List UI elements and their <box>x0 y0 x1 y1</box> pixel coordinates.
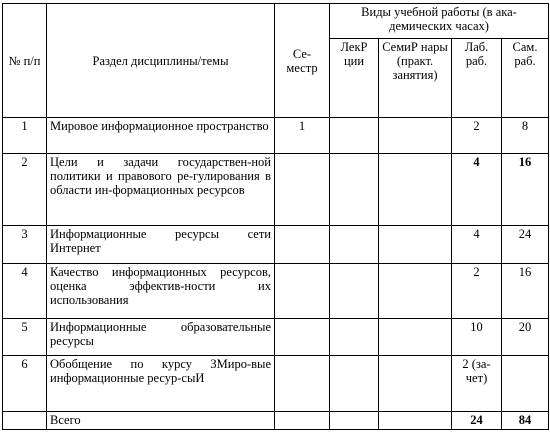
row-lecture <box>330 264 379 319</box>
row-seminar <box>379 154 452 226</box>
curriculum-table <box>2 3 549 430</box>
row-lab: 4 <box>452 154 502 226</box>
row-semester: 1 <box>275 118 330 154</box>
header-lab-text: Лаб. раб. <box>464 40 489 68</box>
row-seminar <box>379 356 452 412</box>
row-title-text: Информационные образовательные ресурсы <box>50 320 271 348</box>
header-section-text: Раздел дисциплины/темы <box>92 53 229 68</box>
header-lab <box>452 39 502 118</box>
total-lecture-empty <box>330 412 379 430</box>
row-lecture <box>330 356 379 412</box>
row-num: 1 <box>3 118 47 154</box>
row-num: 6 <box>3 356 47 412</box>
row-selfwork: 16 <box>502 264 549 319</box>
row-seminar <box>379 118 452 154</box>
row-title-text: Качество информационных ресурсов, оценка эффектив-ности их использования <box>50 265 271 307</box>
row-lecture <box>330 118 379 154</box>
row-selfwork: 16 <box>502 154 549 226</box>
row-lab: 4 <box>452 226 502 264</box>
row-title <box>47 356 275 412</box>
total-semester-empty <box>275 412 330 430</box>
header-row-top <box>3 4 549 39</box>
row-num: 4 <box>3 264 47 319</box>
row-lab: 10 <box>452 319 502 356</box>
total-selfwork: 84 <box>502 412 549 430</box>
header-semester <box>275 4 330 118</box>
total-row <box>3 412 549 430</box>
table-row <box>3 226 549 264</box>
table-row <box>3 264 549 319</box>
row-num: 5 <box>3 319 47 356</box>
header-work-types-text: Виды учебной работы (в ака-демических часах) <box>361 5 517 33</box>
header-lecture-text: ЛекР ции <box>340 40 368 68</box>
row-num: 3 <box>3 226 47 264</box>
row-lecture <box>330 154 379 226</box>
table-row <box>3 319 549 356</box>
row-lecture <box>330 319 379 356</box>
row-num: 2 <box>3 154 47 226</box>
row-title-text: Мировое информационное пространство <box>50 119 269 133</box>
row-seminar <box>379 226 452 264</box>
table-row <box>3 356 549 412</box>
header-semester-text: Се-местр <box>286 46 318 75</box>
row-seminar <box>379 319 452 356</box>
header-selfwork-text: Сам. раб. <box>512 40 538 68</box>
header-seminar <box>379 39 452 118</box>
header-seminar-text: СемиР нары (практ. занятия) <box>382 40 448 82</box>
row-semester <box>275 319 330 356</box>
table-row <box>3 154 549 226</box>
row-semester <box>275 154 330 226</box>
row-title <box>47 264 275 319</box>
header-num-text: № п/п <box>8 53 41 68</box>
row-semester <box>275 226 330 264</box>
row-title-text: Информационные ресурсы сети Интернет <box>50 227 271 255</box>
row-lab: 2 (за-чет) <box>452 356 502 412</box>
row-lab: 2 <box>452 118 502 154</box>
total-seminar-empty <box>379 412 452 430</box>
row-title <box>47 226 275 264</box>
header-num <box>3 4 47 118</box>
header-work-types <box>330 4 549 39</box>
table-row <box>3 118 549 154</box>
row-title <box>47 118 275 154</box>
row-selfwork: 20 <box>502 319 549 356</box>
row-title-text: Цели и задачи государствен-ной политики и правового ре-гулирования в области ин-формационных ресурсов <box>50 155 271 197</box>
row-selfwork: 24 <box>502 226 549 264</box>
total-lab: 24 <box>452 412 502 430</box>
row-title-text: Обобщение по курсу ЗМиро-вые информационные ресур-сыИ <box>50 357 271 385</box>
row-seminar <box>379 264 452 319</box>
header-selfwork <box>502 39 549 118</box>
row-title <box>47 154 275 226</box>
header-lecture <box>330 39 379 118</box>
row-selfwork: 8 <box>502 118 549 154</box>
row-semester <box>275 356 330 412</box>
total-label: Всего <box>47 412 275 430</box>
row-title <box>47 319 275 356</box>
row-selfwork <box>502 356 549 412</box>
total-num-empty <box>3 412 47 430</box>
row-lecture <box>330 226 379 264</box>
row-semester <box>275 264 330 319</box>
header-section <box>47 4 275 118</box>
row-lab: 2 <box>452 264 502 319</box>
